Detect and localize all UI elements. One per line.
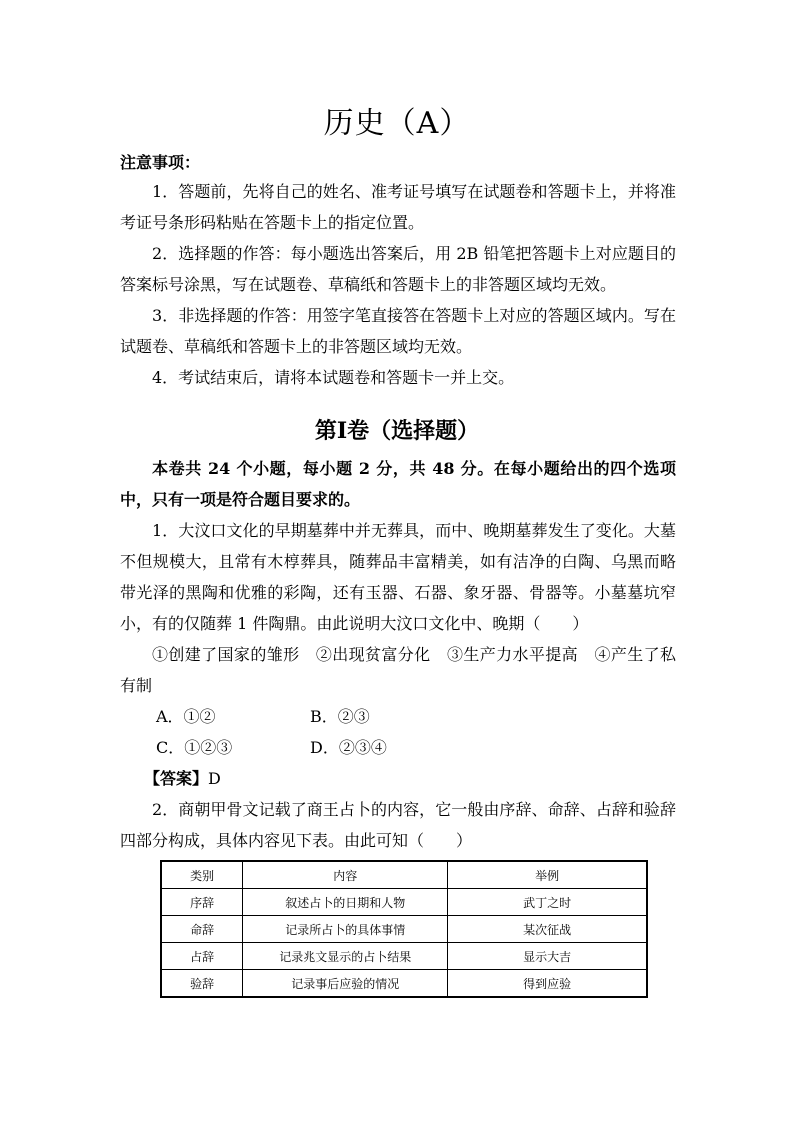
question-1-stem: 1．大汶口文化的早期墓葬中并无葬具，而中、晚期墓葬发生了变化。大墓不但规模大，且常有木椁葬具，随葬品丰富精美，如有洁净的白陶、乌黑而略带光泽的黑陶和优雅的彩陶，还有玉器、石器、象牙器、骨器等。小墓墓坑窄小，有的仅随葬 1 件陶鼎。由此说明大汶口文化中、晚期（ ） <box>120 521 676 633</box>
notice-item: 4．考试结束后，请将本试题卷和答题卡一并上交。 <box>152 368 515 387</box>
table-cell: 某次征战 <box>448 916 647 943</box>
table-header-cell: 内容 <box>243 861 448 889</box>
table-cell: 武丁之时 <box>448 889 647 916</box>
section-instruction: 本卷共 24 个小题，每小题 2 分，共 48 分。在每小题给出的四个选项中，只有一项是符合题目要求的。 <box>120 459 676 509</box>
table-row <box>161 889 647 916</box>
answer-value: D <box>208 769 221 788</box>
table-cell: 记录兆文显示的占卜结果 <box>243 943 448 970</box>
table-cell: 占辞 <box>161 943 243 970</box>
notice-item: 2．选择题的作答：每小题选出答案后，用 2B 铅笔把答题卡上对应题目的答案标号涂黑，写在试题卷、草稿纸和答题卡上的非答题区域均无效。 <box>120 244 676 294</box>
table-cell: 序辞 <box>161 889 243 916</box>
table-row <box>161 916 647 943</box>
notice-item: 3．非选择题的作答：用签字笔直接答在答题卡上对应的答题区域内。写在试题卷、草稿纸和答题卡上的非答题区域均无效。 <box>120 306 676 356</box>
question-1-options-row-2 <box>120 732 676 763</box>
notice-heading: 注意事项： <box>120 153 201 172</box>
table-row <box>161 970 647 998</box>
option-a: A．①② <box>156 707 216 726</box>
table-cell: 得到应验 <box>448 970 647 998</box>
notice-list <box>120 176 676 393</box>
table-cell: 命辞 <box>161 916 243 943</box>
table-cell: 记录所占卜的具体事情 <box>243 916 448 943</box>
option-d: D．②③④ <box>310 738 387 757</box>
table-header-cell: 类别 <box>161 861 243 889</box>
option-b: B．②③ <box>310 707 370 726</box>
answer-tag: 【答案】 <box>144 769 209 788</box>
section-title: 第Ⅰ卷（选择题） <box>314 418 480 444</box>
question-1-options-row-1 <box>120 701 676 732</box>
question-2-stem: 2．商朝甲骨文记载了商王占卜的内容，它一般由序辞、命辞、占辞和验辞四部分构成，具体内容见下表。由此可知（ ） <box>120 800 676 850</box>
table-cell: 叙述占卜的日期和人物 <box>243 889 448 916</box>
oracle-bone-table <box>160 860 648 998</box>
table-cell: 显示大吉 <box>448 943 647 970</box>
question-1-answer <box>120 763 676 794</box>
notice-item: 1．答题前，先将自己的姓名、准考证号填写在试题卷和答题卡上，并将准考证号条形码粘贴在答题卡上的指定位置。 <box>120 182 676 232</box>
option-c: C．①②③ <box>156 738 233 757</box>
page-title: 历史（A） <box>323 106 471 141</box>
question-area <box>120 453 676 856</box>
table-cell: 记录事后应验的情况 <box>243 970 448 998</box>
table-row <box>161 943 647 970</box>
table-header-row <box>161 861 647 889</box>
table-cell: 验辞 <box>161 970 243 998</box>
question-1-statements: ①创建了国家的雏形 ②出现贫富分化 ③生产力水平提高 ④产生了私有制 <box>120 645 676 695</box>
table-header-cell: 举例 <box>448 861 647 889</box>
